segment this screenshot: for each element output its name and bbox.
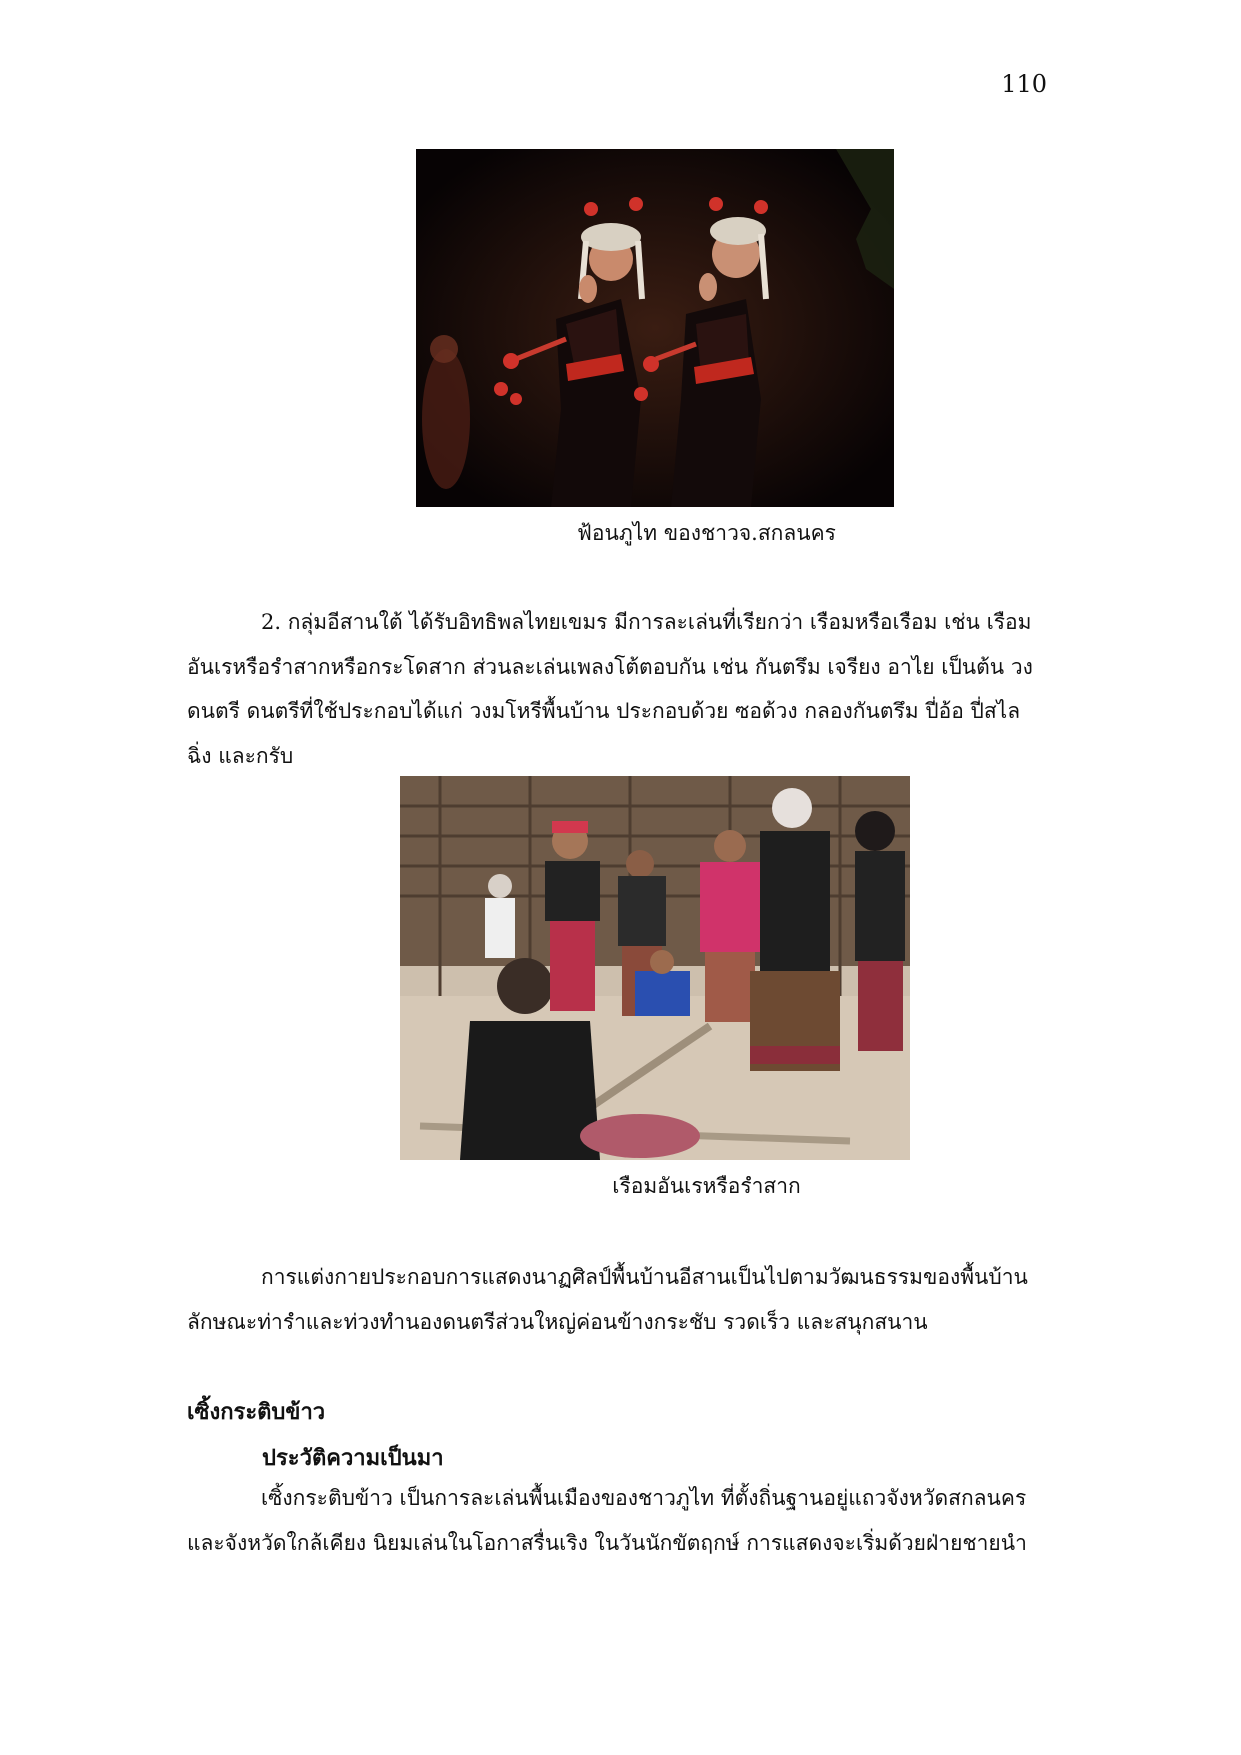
dancers-illustration: [416, 149, 894, 507]
paragraph-line: [187, 600, 1047, 645]
paragraph-line: [187, 1476, 1047, 1521]
village-dance-illustration: [400, 776, 910, 1160]
paragraph-line: ดนตรี ดนตรีที่ใช้ประกอบได้แก่ วงมโหรีพื้นบ้าน ประกอบด้วย ซอด้วง กลองกันตรึม ปี่อ้อ ปี่สไล: [187, 699, 1021, 723]
figure-phu-thai-dance: [0, 149, 1241, 550]
paragraph-line-text: การแต่งกายประกอบการแสดงนาฏศิลป์พื้นบ้านอีสานเป็นไปตามวัฒนธรรมของพื้นบ้าน: [261, 1265, 1028, 1289]
paragraph-line: อันเรหรือรำสากหรือกระโดสาก ส่วนละเล่นเพลงโต้ตอบกัน เช่น กันตรึม เจรียง อาไย เป็นต้น วง: [187, 654, 1033, 679]
paragraph-line: ฉิ่ง และกรับ: [187, 743, 294, 768]
paragraph-line-text: เซิ้งกระติบข้าว เป็นการละเล่นพื้นเมืองของชาวภูไท ที่ตั้งถิ่นฐานอยู่แถวจังหวัดสกลนคร: [261, 1486, 1027, 1510]
section-subheading: ประวัติความเป็นมา: [262, 1445, 444, 1471]
paragraph-line-text: 2. กลุ่มอีสานใต้ ได้รับอิทธิพลไทยเขมร มีการละเล่นที่เรียกว่า เรือมหรือเรือม เช่น เรือม: [261, 610, 1032, 634]
paragraph-history: [187, 1476, 1047, 1565]
figure-caption: ฟ้อนภูไท ของชาวจ.สกลนคร: [577, 521, 836, 545]
figure-caption: เรือมอันเรหรือรำสาก: [612, 1174, 801, 1198]
figure-ruem-an-re: [0, 776, 1241, 1203]
paragraph-southern-isan: [187, 600, 1047, 778]
paragraph-line: และจังหวัดใกล้เคียง นิยมเล่นในโอกาสรื่นเริง ในวันนักขัตฤกษ์ การแสดงจะเริ่มด้วยฝ่ายชายนำ: [187, 1530, 1027, 1555]
photo-phu-thai-dancers: [416, 149, 894, 507]
photo-village-dancers: [400, 776, 910, 1160]
section-heading: เซิ้งกระติบข้าว: [187, 1399, 326, 1425]
paragraph-costume: [187, 1255, 1047, 1344]
page-number: 110: [1001, 70, 1047, 98]
paragraph-line: [187, 1255, 1047, 1300]
paragraph-line: ลักษณะท่ารำและท่วงทำนองดนตรีส่วนใหญ่ค่อนข้างกระชับ รวดเร็ว และสนุกสนาน: [187, 1309, 928, 1334]
